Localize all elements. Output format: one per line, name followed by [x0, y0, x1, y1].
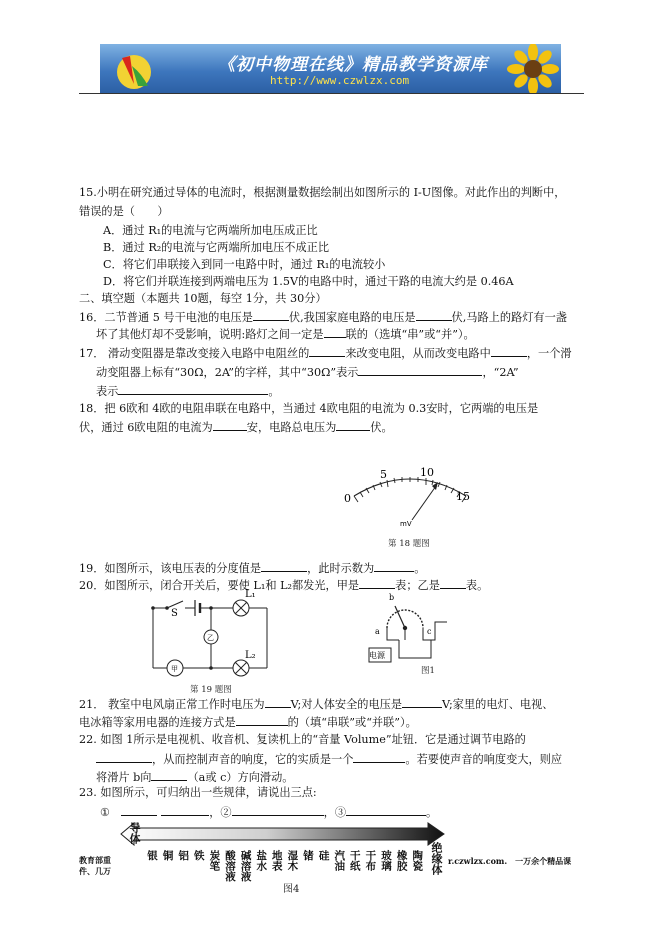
meter-yi-label: 乙 [207, 634, 214, 642]
material-label: 橡胶 [395, 850, 408, 871]
q18-text-c: 伏。 [370, 421, 393, 434]
q16-text-e: 联的（选填“串”或“并”）。 [345, 328, 475, 341]
header-banner [100, 44, 561, 94]
logo-icon [112, 48, 156, 90]
q22-text-b: 。若要使声音的响度变大，则应 [405, 753, 563, 766]
q17-text-c: ，一个滑 [526, 347, 572, 360]
switch-blade [167, 601, 183, 608]
material-label: 干纸 [348, 850, 361, 871]
dial-tick-15: 15 [456, 490, 470, 503]
q22-blank-3[interactable] [151, 769, 187, 781]
q17-text-f: 表示 [96, 385, 119, 398]
q17-text-a: 17． 滑动变阻器是靠改变接入电路中电阻丝的 [79, 347, 310, 360]
material-label: 硅 [317, 850, 330, 861]
q22-line3 [96, 769, 293, 785]
q16-line2 [96, 326, 475, 342]
q16-blank-2[interactable] [416, 309, 452, 321]
q22-blank-2[interactable] [353, 751, 405, 763]
q22-text-c: 将滑片 b向 [96, 771, 152, 784]
q23-num3: ，③ [323, 806, 347, 819]
material-label: 酸溶液 [224, 850, 236, 882]
q17-line2 [96, 364, 519, 380]
dial-needle [412, 486, 436, 520]
resistance-arc [387, 610, 423, 628]
q16-blank-3[interactable] [324, 326, 346, 338]
section2-heading: 二、填空题（本题共 10题，每空 1分，共 30分） [79, 292, 327, 305]
q21-line1 [79, 696, 553, 712]
header-divider [79, 93, 584, 94]
q16-text-c: 伏,马路上的路灯有一盏 [451, 311, 567, 324]
q21-text-a: 21． 教室中电风扇正常工作时电压为 [79, 698, 265, 711]
footer-left-line1: 教育部重 [79, 855, 111, 865]
q22-line2 [96, 751, 562, 767]
q19-text-c: 。 [414, 562, 426, 575]
dial-tick-10: 10 [420, 466, 434, 479]
fig1-label-c: c [427, 627, 432, 636]
q23-num1: ① [100, 806, 111, 819]
q21-text-b: V;对人体安全的电压是 [290, 698, 403, 711]
q17-blank-2[interactable] [491, 345, 527, 357]
material-label: 干布 [364, 850, 377, 871]
q17-text-e: ，“2A” [482, 366, 519, 379]
q15-stem-line1: 15.小明在研究通过导体的电流时，根据测量数据绘制出如图所示的 I-U图像。对此作出的判断中， [79, 186, 566, 199]
circuit-caption: 第 19 题图 [190, 685, 232, 695]
lamp-l1-icon [233, 600, 249, 616]
slider-arm [395, 606, 405, 628]
q20-text-b: 表；乙是 [395, 579, 440, 592]
footer-left [79, 855, 111, 877]
circuit-diagram [145, 588, 285, 680]
q16-text-b: 伏,我国家庭电路的电压是 [288, 311, 416, 324]
q15-option-d: D．将它们并联连接到两端电压为 1.5V的电路中时，通过干路的电流大约是 0.46A [103, 275, 514, 288]
material-label: 玻璃 [380, 850, 392, 871]
q18-blank-2[interactable] [213, 419, 247, 431]
q21-text-d: 电冰箱等家用电器的连接方式是 [79, 716, 236, 729]
q17-blank-1[interactable] [309, 345, 345, 357]
q22-blank-1[interactable] [96, 751, 152, 763]
needle-arrow-icon [432, 482, 438, 490]
q23-line2 [100, 804, 437, 820]
q19-blank-2[interactable] [374, 560, 414, 572]
fig1-label-a: a [375, 627, 380, 636]
material-label: 地表 [270, 850, 283, 871]
fig1-power-label: 电源 [369, 651, 385, 660]
q18-text-a: 伏，通过 6欧电阻的电流为 [79, 421, 213, 434]
q21-text-c: V;家里的电灯、电视、 [442, 698, 554, 711]
q19-line [79, 560, 425, 576]
banner-url: http://www.czwlzx.com [270, 74, 410, 87]
q21-text-e: 的（填“串联”或“并联”）。 [287, 716, 417, 729]
q23-blank-1b[interactable] [161, 804, 209, 816]
q19-blank-1[interactable] [261, 560, 307, 572]
material-label: 铜 [161, 850, 174, 861]
q21-line2 [79, 714, 417, 730]
fig1-label-b: b [389, 593, 395, 602]
q18-line1: 18．把 6欧和 4欧的电阻串联在电路中，当通过 4欧电阻的电流为 0.3安时，它两端的电压是 [79, 402, 539, 415]
footer-left-line2: 件、几万 [79, 866, 111, 876]
q16-blank-1[interactable] [253, 309, 289, 321]
conductivity-arrow [120, 822, 446, 846]
material-label: 铁 [192, 850, 205, 861]
q22-text-a: ，从而控制声音的响度，它的实质是一个 [152, 753, 354, 766]
sunflower-icon [505, 44, 561, 94]
meter-jia-label: 甲 [171, 665, 178, 673]
q17-line1 [79, 345, 572, 361]
q16-text-a: 16．二节普通 5 号干电池的电压是 [79, 311, 253, 324]
dial-tick-0: 0 [344, 492, 351, 505]
dial-ticks [354, 477, 466, 502]
meter-caption: 第 18 题图 [388, 539, 430, 549]
label-conductor: 导体 [128, 822, 141, 844]
q22-line1: 22. 如图 1所示是电视机、收音机、复读机上的“音量 Volume”址钮．它是通过调节电路的 [79, 733, 526, 746]
material-label: 盐水 [255, 850, 268, 871]
dial-tick-5: 5 [380, 468, 387, 481]
material-label: 碱溶液 [239, 850, 252, 882]
q21-blank-1[interactable] [265, 696, 291, 708]
q17-text-d: 动变阻器上标有“30Ω，2A”的字样，其中“30Ω”表示 [96, 366, 359, 379]
lamp-l1-label: L₁ [245, 589, 256, 600]
q21-blank-3[interactable] [236, 714, 288, 726]
material-label: 汽油 [333, 850, 346, 871]
label-insulator: 绝缘体 [430, 842, 443, 875]
q21-blank-2[interactable] [402, 696, 442, 708]
fig1-caption: 图1 [421, 666, 435, 676]
material-label: 铝 [177, 850, 190, 861]
potentiometer-figure [365, 588, 455, 674]
voltmeter-dial-figure [340, 464, 480, 536]
q19-text-b: ，此时示数为 [307, 562, 375, 575]
material-label: 炭笔 [208, 850, 221, 871]
q15-option-b: B．通过 R₂的电流与它两端所加电压不成正比 [103, 241, 330, 254]
q15-stem-line2: 错误的是（ ） [79, 205, 169, 218]
q20-text-a: 20．如图所示，闭合开关后，要使 L₁和 L₂都发光，甲是 [79, 579, 360, 592]
lamp-l2-label: L₂ [245, 650, 256, 661]
q23-blank-3[interactable] [346, 804, 426, 816]
q15-option-a: A．通过 R₁的电流与它两端所加电压成正比 [103, 224, 318, 237]
q18-line2 [79, 419, 393, 435]
q23-blank-2[interactable] [232, 804, 324, 816]
fig4-caption: 图4 [283, 884, 300, 895]
q17-blank-3[interactable] [358, 364, 482, 376]
material-label: 湿木 [286, 850, 299, 871]
q19-text-a: 19．如图所示，该电压表的分度值是 [79, 562, 262, 575]
switch-label: S [171, 608, 178, 619]
q23-num2: ，② [209, 806, 232, 819]
q17-text-b: 来改变电阻，从而改变电路中 [345, 347, 491, 360]
q23-blank-1[interactable] [121, 804, 157, 816]
q23-line1: 23. 如图所示，可归纳出一些规律，请说出三点: [79, 786, 317, 799]
q15-option-c: C．将它们串联接入到同一电路中时，通过 R₁的电流较小 [103, 258, 386, 271]
q18-text-b: 安，电路总电压为 [246, 421, 337, 434]
q16-text-d: 坏了其他灯却不受影响，说明:路灯之间一定是 [96, 328, 324, 341]
q17-blank-4[interactable] [118, 383, 268, 395]
footer-right: r.czwlzx.com. 一万余个精品课 [448, 856, 572, 866]
lamp-l2-icon [233, 660, 249, 676]
q16-line1 [79, 309, 567, 325]
q22-text-d: （a或 c）方向滑动。 [187, 771, 294, 784]
q17-text-g: 。 [268, 385, 280, 398]
banner-title: 《初中物理在线》精品教学资源库 [218, 55, 488, 75]
material-label: 陶瓷 [411, 850, 424, 871]
material-label: 银 [146, 850, 158, 861]
q17-line3 [96, 383, 280, 399]
q23-end: 。 [426, 806, 438, 819]
q18-blank-3[interactable] [336, 419, 370, 431]
material-label: 锗 [302, 850, 314, 861]
dial-unit: mV [400, 520, 412, 528]
q20-text-c: 表。 [465, 579, 489, 592]
